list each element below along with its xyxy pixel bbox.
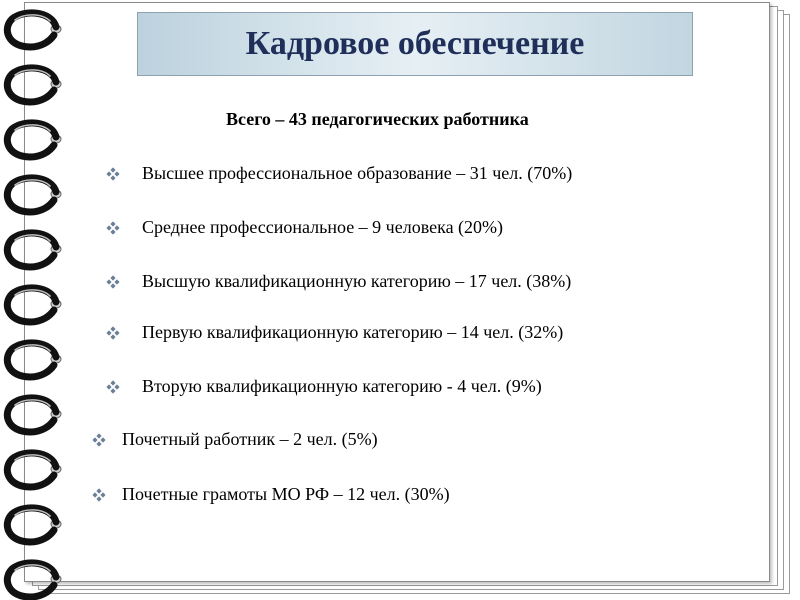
spiral-binding bbox=[0, 0, 80, 600]
list-item-text: Среднее профессиональное – 9 человека (20%) bbox=[142, 217, 504, 237]
spiral-ring-icon bbox=[7, 563, 61, 597]
spiral-ring-icon bbox=[7, 508, 61, 542]
diamond-bullet-icon bbox=[106, 380, 120, 394]
list-item bbox=[106, 271, 571, 292]
spiral-ring-icon bbox=[7, 68, 61, 102]
diamond-bullet-icon bbox=[92, 488, 106, 502]
spiral-ring-icon bbox=[7, 123, 61, 157]
spiral-ring-icon bbox=[7, 343, 61, 377]
total-staff-line: Всего – 43 педагогических работника bbox=[226, 109, 529, 129]
diamond-bullet-icon bbox=[106, 167, 120, 181]
spiral-ring-icon bbox=[7, 398, 61, 432]
list-item-text: Высшую квалификационную категорию – 17 чел. (38%) bbox=[142, 271, 572, 291]
list-item bbox=[92, 484, 450, 505]
list-item-text: Первую квалификационную категорию – 14 чел. (32%) bbox=[142, 322, 564, 342]
diamond-bullet-icon bbox=[106, 275, 120, 289]
list-item bbox=[106, 376, 542, 397]
list-item-text: Почетные грамоты МО РФ – 12 чел. (30%) bbox=[122, 484, 450, 504]
diamond-bullet-icon bbox=[106, 221, 120, 235]
spiral-ring-icon bbox=[7, 233, 61, 267]
list-item bbox=[92, 429, 378, 450]
diamond-bullet-icon bbox=[92, 433, 106, 447]
list-item bbox=[106, 163, 572, 184]
list-item bbox=[106, 322, 563, 343]
list-item bbox=[106, 217, 503, 238]
page-title: Кадровое обеспечение bbox=[245, 25, 585, 62]
spiral-ring-icon bbox=[7, 453, 61, 487]
diamond-bullet-icon bbox=[106, 326, 120, 340]
spiral-ring-icon bbox=[7, 178, 61, 212]
list-item-text: Вторую квалификационную категорию - 4 чел. (9%) bbox=[142, 376, 542, 396]
title-banner bbox=[137, 12, 693, 76]
list-item-text: Высшее профессиональное образование – 31 чел. (70%) bbox=[142, 163, 573, 183]
spiral-ring-icon bbox=[7, 13, 61, 47]
list-item-text: Почетный работник – 2 чел. (5%) bbox=[122, 429, 378, 449]
spiral-ring-icon bbox=[7, 288, 61, 322]
